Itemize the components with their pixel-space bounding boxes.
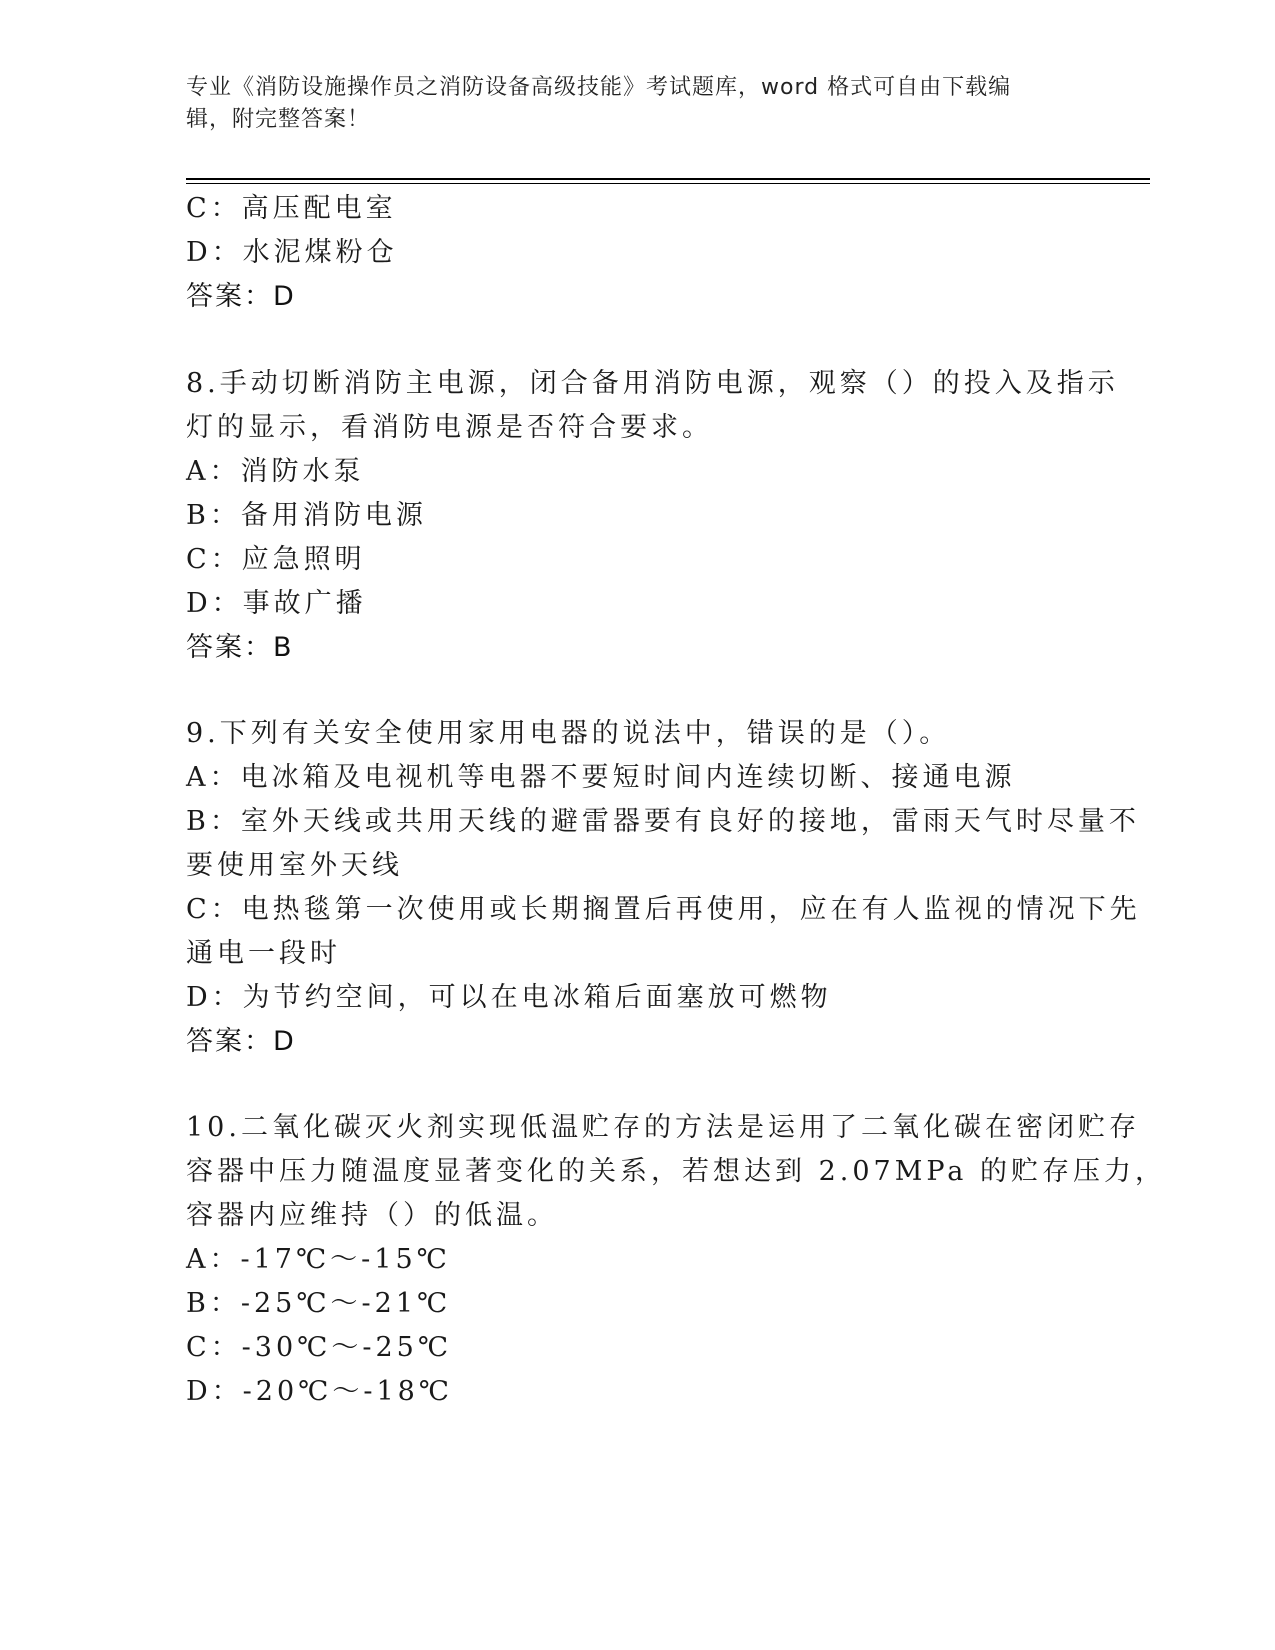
q9-option-c-line-2: 通电一段时 <box>186 938 341 969</box>
q7-option-c: C：高压配电室 <box>186 193 397 224</box>
q8-stem-line-2: 灯的显示，看消防电源是否符合要求。 <box>186 412 713 443</box>
q8-option-c: C：应急照明 <box>186 544 366 575</box>
q7-option-d: D：水泥煤粉仓 <box>186 237 398 268</box>
q8-option-b: B：备用消防电源 <box>186 500 427 531</box>
q8-option-a: A：消防水泵 <box>186 456 365 487</box>
q9-option-b-line-1: B：室外天线或共用天线的避雷器要有良好的接地，雷雨天气时尽量不 <box>186 806 1140 837</box>
header-line-1: 专业《消防设施操作员之消防设备高级技能》考试题库，word 格式可自由下载编 <box>186 75 1012 100</box>
q9-answer: 答案：D <box>186 1026 296 1057</box>
document-header <box>186 72 1066 136</box>
q10-option-c: C：-30℃～-25℃ <box>186 1332 453 1363</box>
header-line-2: 辑，附完整答案！ <box>186 107 371 132</box>
q10-stem-line-1: 10.二氧化碳灭火剂实现低温贮存的方法是运用了二氧化碳在密闭贮存 <box>186 1112 1140 1143</box>
q10-stem-line-3: 容器内应维持（）的低温。 <box>186 1200 558 1231</box>
q9-option-d: D：为节约空间，可以在电冰箱后面塞放可燃物 <box>186 982 832 1013</box>
q9-option-b-line-2: 要使用室外天线 <box>186 850 403 881</box>
q10-stem-line-2: 容器中压力随温度显著变化的关系，若想达到 2.07MPa 的贮存压力， <box>186 1156 1166 1187</box>
header-divider-thick <box>186 178 1150 180</box>
q10-option-a: A：-17℃～-15℃ <box>186 1244 451 1275</box>
q7-answer: 答案：D <box>186 281 296 312</box>
q9-stem-line-1: 9.下列有关安全使用家用电器的说法中，错误的是（）。 <box>186 718 951 749</box>
q10-option-b: B：-25℃～-21℃ <box>186 1288 452 1319</box>
header-divider-thin <box>186 183 1150 184</box>
q9-option-a: A：电冰箱及电视机等电器不要短时间内连续切断、接通电源 <box>186 762 1016 793</box>
q8-stem-line-1: 8.手动切断消防主电源，闭合备用消防电源，观察（）的投入及指示 <box>186 368 1119 399</box>
q10-option-d: D：-20℃～-18℃ <box>186 1376 454 1407</box>
q9-option-c-line-1: C：电热毯第一次使用或长期搁置后再使用，应在有人监视的情况下先 <box>186 894 1141 925</box>
q8-answer: 答案：B <box>186 632 294 663</box>
q8-option-d: D：事故广播 <box>186 588 367 619</box>
